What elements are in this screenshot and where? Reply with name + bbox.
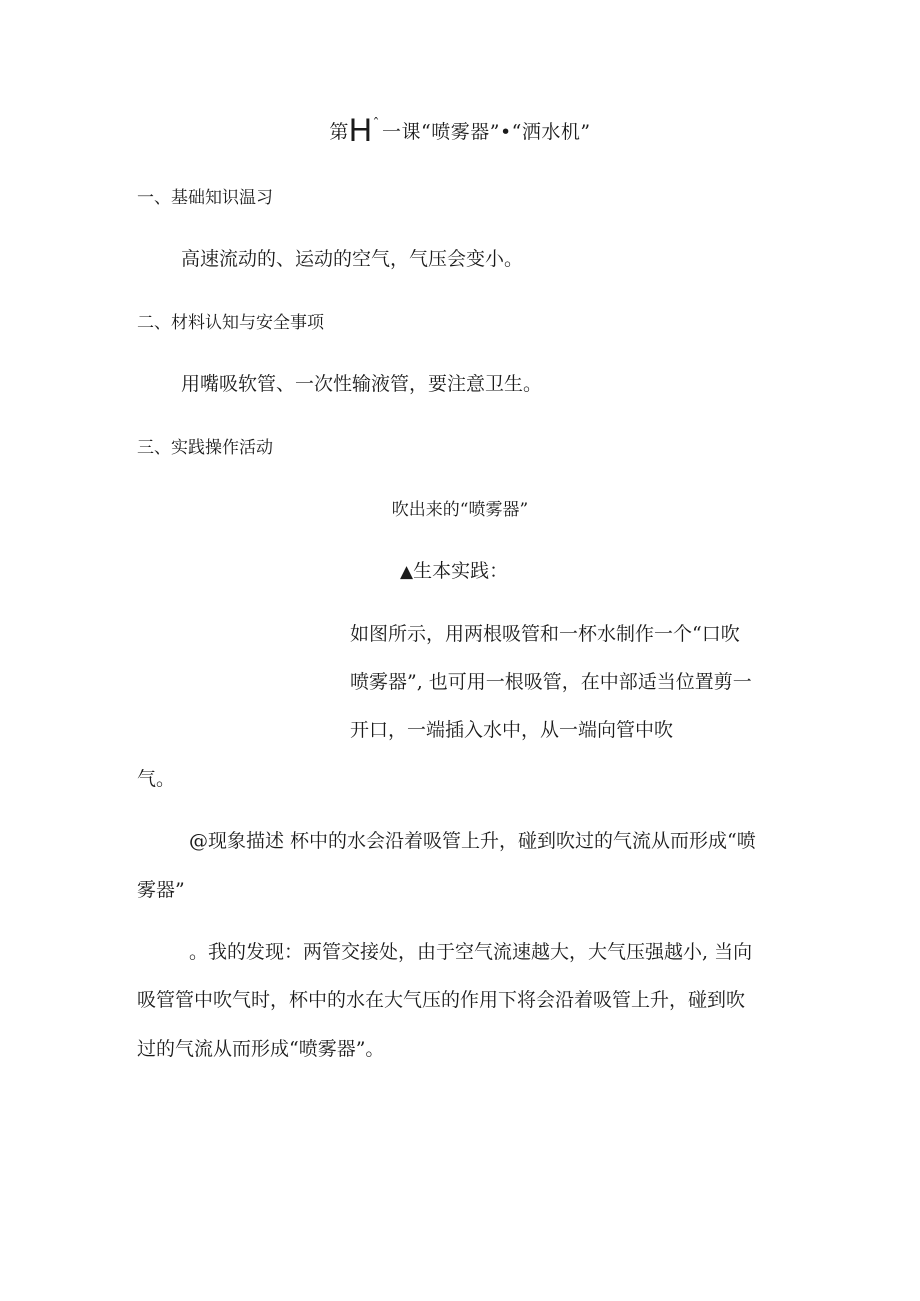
instruction-line-3: 开口，一端插入水中，从一端向管中吹 — [350, 719, 674, 741]
lesson-title — [0, 112, 920, 149]
phenomenon-line-2: 雾器” — [137, 879, 185, 901]
practice-heading — [400, 556, 508, 583]
discovery-line-1: 。我的发现：两管交接处，由于空气流速越大，大气压强越小, 当向 — [189, 941, 753, 963]
section2-text: 用嘴吸软管、一次性输液管，要注意卫生。 — [181, 373, 543, 395]
discovery-line-2: 吸管管中吹气时，杯中的水在大气压的作用下将会沿着吸管上升，碰到吹 — [137, 989, 746, 1011]
practice-label: 生本实践： — [413, 560, 509, 582]
title-caret: ˆ — [372, 116, 381, 132]
instruction-line-2: 喷雾器”, 也可用一根吸管，在中部适当位置剪一 — [350, 671, 752, 693]
section1-heading: 一、基础知识温习 — [137, 188, 273, 208]
phenomenon-line-1: @现象描述 杯中的水会沿着吸管上升，碰到吹过的气流从而形成“喷 — [189, 830, 756, 852]
title-suffix: 一课“喷雾器”•“洒水机” — [382, 121, 591, 143]
triangle-icon: ▲ — [400, 562, 414, 582]
instruction-line-1: 如图所示，用两根吸管和一杯水制作一个“口吹 — [350, 623, 740, 645]
activity-subtitle: 吹出来的“喷雾器” — [391, 500, 529, 520]
discovery-line-3: 过的气流从而形成“喷雾器”。 — [137, 1038, 385, 1060]
title-big-char: H — [348, 112, 373, 148]
title-prefix: 第 — [329, 121, 349, 143]
section1-text: 高速流动的、运动的空气，气压会变小。 — [181, 248, 524, 270]
section2-heading: 二、材料认知与安全事项 — [137, 313, 324, 333]
section3-heading: 三、实践操作活动 — [137, 438, 273, 458]
instruction-tail: 气。 — [137, 768, 176, 790]
